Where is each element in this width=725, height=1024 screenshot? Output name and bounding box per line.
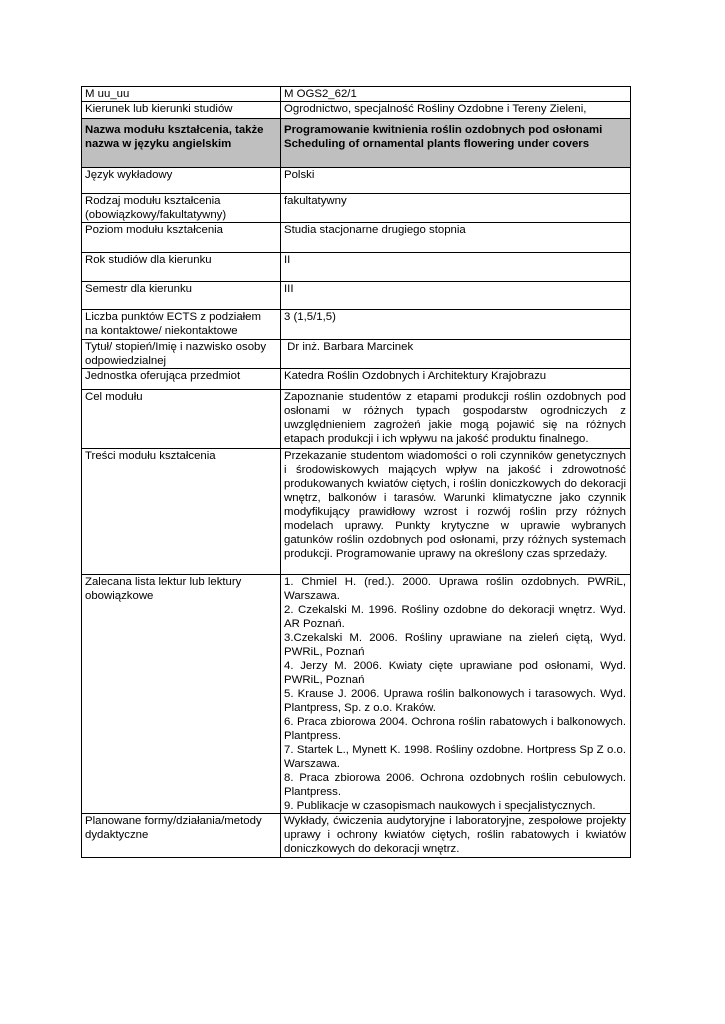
- value-ects: 3 (1,5/1,5): [281, 310, 631, 340]
- reading-item-4: 4. Jerzy M. 2006. Kwiaty cięte uprawiane pod osłonami, Wyd. PWRiL, Poznań: [284, 660, 626, 686]
- module-name-polish: Programowanie kwitnienia roślin ozdobnych pod osłonami: [284, 124, 603, 136]
- label-semester: Semestr dla kierunku: [82, 282, 281, 310]
- row-module-name: [82, 119, 631, 168]
- label-ects: Liczba punktów ECTS z podziałem na kontaktowe/ niekontaktowe: [82, 310, 281, 340]
- label-module-goal: Cel modułu: [82, 390, 281, 449]
- reading-item-3: 3.Czekalski M. 2006. Rośliny uprawiane na zieleń ciętą, Wyd. PWRiL, Poznań: [284, 632, 626, 658]
- label-module-code: M uu_uu: [82, 87, 281, 102]
- value-module-level: Studia stacjonarne drugiego stopnia: [281, 223, 631, 253]
- label-unit: Jednostka oferująca przedmiot: [82, 369, 281, 390]
- value-module-name: [281, 119, 631, 168]
- value-teaching-methods: Wykłady, ćwiczenia audytoryjne i laboratoryjne, zespołowe projekty uprawy i ochrony kwiatów ciętych, roślin rabatowych i kwiatów doniczkowych do dekoracji wnętrz.: [281, 814, 631, 858]
- row-ects: [82, 310, 631, 340]
- reading-item-8: 8. Praca zbiorowa 2006. Ochrona ozdobnych roślin cebulowych. Plantpress.: [284, 772, 626, 798]
- label-module-content: Treści modułu kształcenia: [82, 449, 281, 575]
- reading-item-7: 7. Startek L., Mynett K. 1998. Rośliny ozdobne. Hortpress Sp Z o.o. Warszawa.: [284, 744, 626, 770]
- row-module-type: [82, 194, 631, 223]
- label-module-name-text: Nazwa modułu kształcenia, także nazwa w języku angielskim: [85, 124, 264, 150]
- value-study-year: II: [281, 253, 631, 282]
- reading-item-9: 9. Publikacje w czasopismach naukowych i specjalistycznych.: [284, 800, 596, 812]
- label-study-year: Rok studiów dla kierunku: [82, 253, 281, 282]
- row-module-content: [82, 449, 631, 575]
- value-semester: III: [281, 282, 631, 310]
- row-field-of-study: [82, 102, 631, 119]
- row-module-level: [82, 223, 631, 253]
- row-teaching-methods: [82, 814, 631, 858]
- label-module-level: Poziom modułu kształcenia: [82, 223, 281, 253]
- reading-item-5: 5. Krause J. 2006. Uprawa roślin balkonowych i tarasowych. Wyd. Plantpress, Sp. z o.o. Kraków.: [284, 688, 626, 714]
- row-unit: [82, 369, 631, 390]
- value-responsible-person: Dr inż. Barbara Marcinek: [281, 340, 631, 369]
- value-module-code: M OGS2_62/1: [281, 87, 631, 102]
- value-module-goal: Zapoznanie studentów z etapami produkcji roślin ozdobnych pod osłonami w różnych typach gospodarstw ogrodniczych z uwzględnieniem zagrożeń jakie mogą pojawić się na różnych etapach produkcji i ich wpływu na jakość produktu finalnego.: [281, 390, 631, 449]
- module-name-english: Scheduling of ornamental plants flowering under covers: [284, 138, 590, 150]
- label-responsible-person: Tytuł/ stopień/Imię i nazwisko osoby odpowiedzialnej: [82, 340, 281, 369]
- label-teaching-methods: Planowane formy/działania/metody dydaktyczne: [82, 814, 281, 858]
- value-field-of-study: Ogrodnictwo, specjalność Rośliny Ozdobne i Tereny Zieleni,: [281, 102, 631, 119]
- value-reading-list: [281, 575, 631, 814]
- reading-item-6: 6. Praca zbiorowa 2004. Ochrona roślin rabatowych i balkonowych. Plantpress.: [284, 716, 626, 742]
- value-unit: Katedra Roślin Ozdobnych i Architektury Krajobrazu: [281, 369, 631, 390]
- module-description-table: [81, 86, 631, 858]
- label-module-name: [82, 119, 281, 168]
- label-module-type: Rodzaj modułu kształcenia (obowiązkowy/fakultatywny): [82, 194, 281, 223]
- row-language: [82, 168, 631, 194]
- value-language: Polski: [281, 168, 631, 194]
- value-module-type: fakultatywny: [281, 194, 631, 223]
- row-responsible-person: [82, 340, 631, 369]
- row-reading-list: [82, 575, 631, 814]
- row-study-year: [82, 253, 631, 282]
- row-semester: [82, 282, 631, 310]
- label-reading-list: Zalecana lista lektur lub lektury obowiązkowe: [82, 575, 281, 814]
- row-module-code: [82, 87, 631, 102]
- reading-item-2: 2. Czekalski M. 1996. Rośliny ozdobne do dekoracji wnętrz. Wyd. AR Poznań.: [284, 604, 626, 630]
- row-module-goal: [82, 390, 631, 449]
- value-module-content: Przekazanie studentom wiadomości o roli czynników genetycznych i środowiskowych mających wpływ na jakość i zdrowotność produkowanych kwiatów ciętych, i roślin doniczkowych do dekoracji wnętrz, balkonów i tarasów. Warunki klimatyczne jako czynnik modyfikujący prawidłowy wzrost i rozwój roślin przy różnych modelach uprawy. Punkty krytyczne w uprawie wybranych gatunków roślin ozdobnych pod osłonami, przy różnych systemach produkcji. Programowanie uprawy na określony czas sprzedaży.: [281, 449, 631, 575]
- label-language: Język wykładowy: [82, 168, 281, 194]
- label-field-of-study: Kierunek lub kierunki studiów: [82, 102, 281, 119]
- reading-item-1: 1. Chmiel H. (red.). 2000. Uprawa roślin ozdobnych. PWRiL, Warszawa.: [284, 576, 626, 602]
